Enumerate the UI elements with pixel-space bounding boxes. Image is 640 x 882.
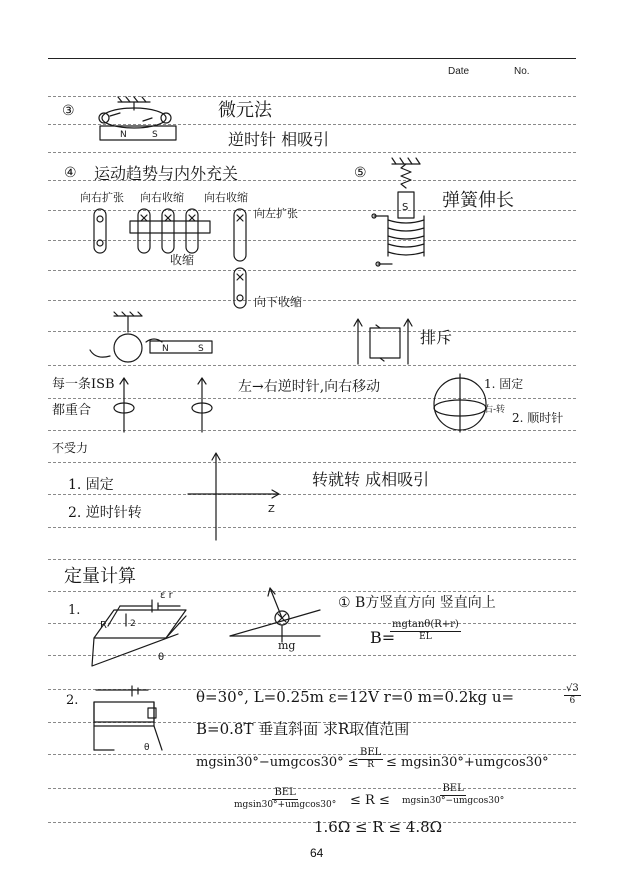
quant-p1-rail-sketch: [86, 586, 196, 670]
quant-p2-theta: θ: [144, 743, 150, 753]
quant-p1-B-eq: B=: [370, 628, 396, 647]
quant-p2-frac3: [402, 784, 504, 806]
middle-axes-sketch: [180, 448, 290, 544]
quant-p2-mu-num: √3: [566, 683, 579, 694]
middle-right-note-1: 1. 固定: [484, 377, 524, 391]
middle-right-note-2: 2. 顺时针: [512, 411, 564, 425]
quant-p1-mg: mg: [278, 639, 296, 652]
quant-p1-two: 2: [130, 619, 136, 629]
quant-p2-mu-den: 6: [569, 696, 576, 706]
quant-p1-B-den: EL: [419, 632, 432, 642]
quant-p1-B-num: mgtanθ(R+r): [392, 619, 459, 630]
section4-down-shrink: 向下收缩: [254, 295, 303, 309]
middle-force-2: 2. 逆时针转: [68, 505, 142, 521]
quant-p2-line2: B=0.8T 垂直斜面 求R取值范围: [196, 720, 410, 738]
section3-conclusion: 逆时针 相吸引: [228, 130, 330, 149]
middle-axis-label: Z: [268, 504, 275, 515]
section4-label-2: 向右收缩: [140, 191, 184, 204]
middle-center-note: 左→右逆时针,向右移动: [238, 379, 381, 395]
quant-p2-frac3-den: mgsin30°−umgcos30°: [402, 796, 505, 806]
middle-turn-note: 转就转 成相吸引: [312, 470, 430, 489]
middle-repel: 排斥: [420, 328, 453, 347]
header-rule: [48, 58, 576, 59]
middle-ring-magnet-sketch: [70, 312, 220, 368]
quant-p1-R: R: [100, 620, 107, 631]
section4-number: ④: [64, 165, 77, 181]
quant-p2-frac2-num: BEL: [274, 787, 296, 798]
section5-number: ⑤: [354, 165, 367, 181]
middle-force-title: 不受力: [52, 441, 89, 455]
no-label: No.: [514, 66, 530, 77]
section4-shrink: 收缩: [170, 253, 195, 267]
section5-result: 弹簧伸长: [442, 190, 514, 211]
middle-sphere-sketch: [430, 368, 490, 440]
middle-left-note-1: 每一条ISB: [52, 377, 115, 392]
quant-p2-ineq-fraction: [358, 748, 383, 770]
quant-p1-theta: θ: [158, 652, 165, 663]
quant-p1-er: ε r: [160, 590, 173, 601]
quant-p2-ineq-frac-num: BEL: [360, 747, 382, 758]
section4-down-ring-sketch: [228, 266, 252, 312]
section3-number: ③: [62, 103, 75, 119]
section4-label-4: 向左扩张: [254, 207, 298, 220]
quant-p2-given: θ=30°, L=0.25m ε=12V r=0 m=0.2kg u=: [196, 688, 515, 706]
section5-spring-coil-sketch: [368, 156, 438, 272]
middle-force-1: 1. 固定: [68, 477, 114, 493]
date-label: Date: [448, 66, 470, 77]
quant-p2-number: 2.: [66, 693, 79, 708]
middle-magnet-S: S: [198, 344, 204, 354]
quant-p2-mid-le: ≤ R ≤: [350, 793, 390, 808]
section3-magnet-S: S: [152, 130, 158, 140]
section4-label-3: 向右收缩: [204, 191, 248, 204]
quant-p1-incline-sketch: [228, 580, 324, 652]
quant-p2-frac2-den: mgsin30°+umgcos30°: [234, 800, 337, 810]
quant-p2-rail-sketch: [88, 686, 170, 756]
middle-magnet-N: N: [162, 344, 169, 354]
middle-repel-sketch: [350, 314, 420, 370]
section3-ring-magnet-sketch: [90, 96, 190, 152]
quant-p1-B-fraction: [390, 620, 461, 642]
middle-left-note-2: 都重合: [52, 403, 92, 418]
section4-title: 运动趋势与内外充关: [94, 164, 239, 183]
quant-p1-number: 1.: [68, 603, 81, 618]
section5-coil-letter: S: [402, 202, 409, 213]
quant-p2-ineq-left: mgsin30°−umgcos30° ≤: [196, 755, 359, 770]
quant-p2-frac2: [234, 788, 336, 810]
quant-p2-frac3-num: BEL: [442, 783, 464, 794]
quant-p2-mu-fraction: [564, 684, 581, 706]
middle-spin-axis-1: [110, 374, 140, 436]
section4-label-1: 向右扩张: [80, 191, 124, 204]
middle-right-note-side: 右-转: [484, 405, 506, 415]
section3-method: 微元法: [218, 100, 272, 121]
page-number: 64: [310, 846, 324, 860]
quant-p2-ineq-frac-den: R: [367, 760, 375, 770]
quant-p2-result: 1.6Ω ≤ R ≤ 4.8Ω: [314, 818, 443, 836]
section3-magnet-N: N: [120, 130, 127, 140]
middle-spin-axis-2: [188, 374, 218, 436]
quant-p2-ineq-right: ≤ mgsin30°+umgcos30°: [386, 755, 549, 770]
quant-title: 定量计算: [64, 566, 136, 587]
quant-p1-text: ① B方竖直方向 竖直向上: [338, 595, 496, 611]
